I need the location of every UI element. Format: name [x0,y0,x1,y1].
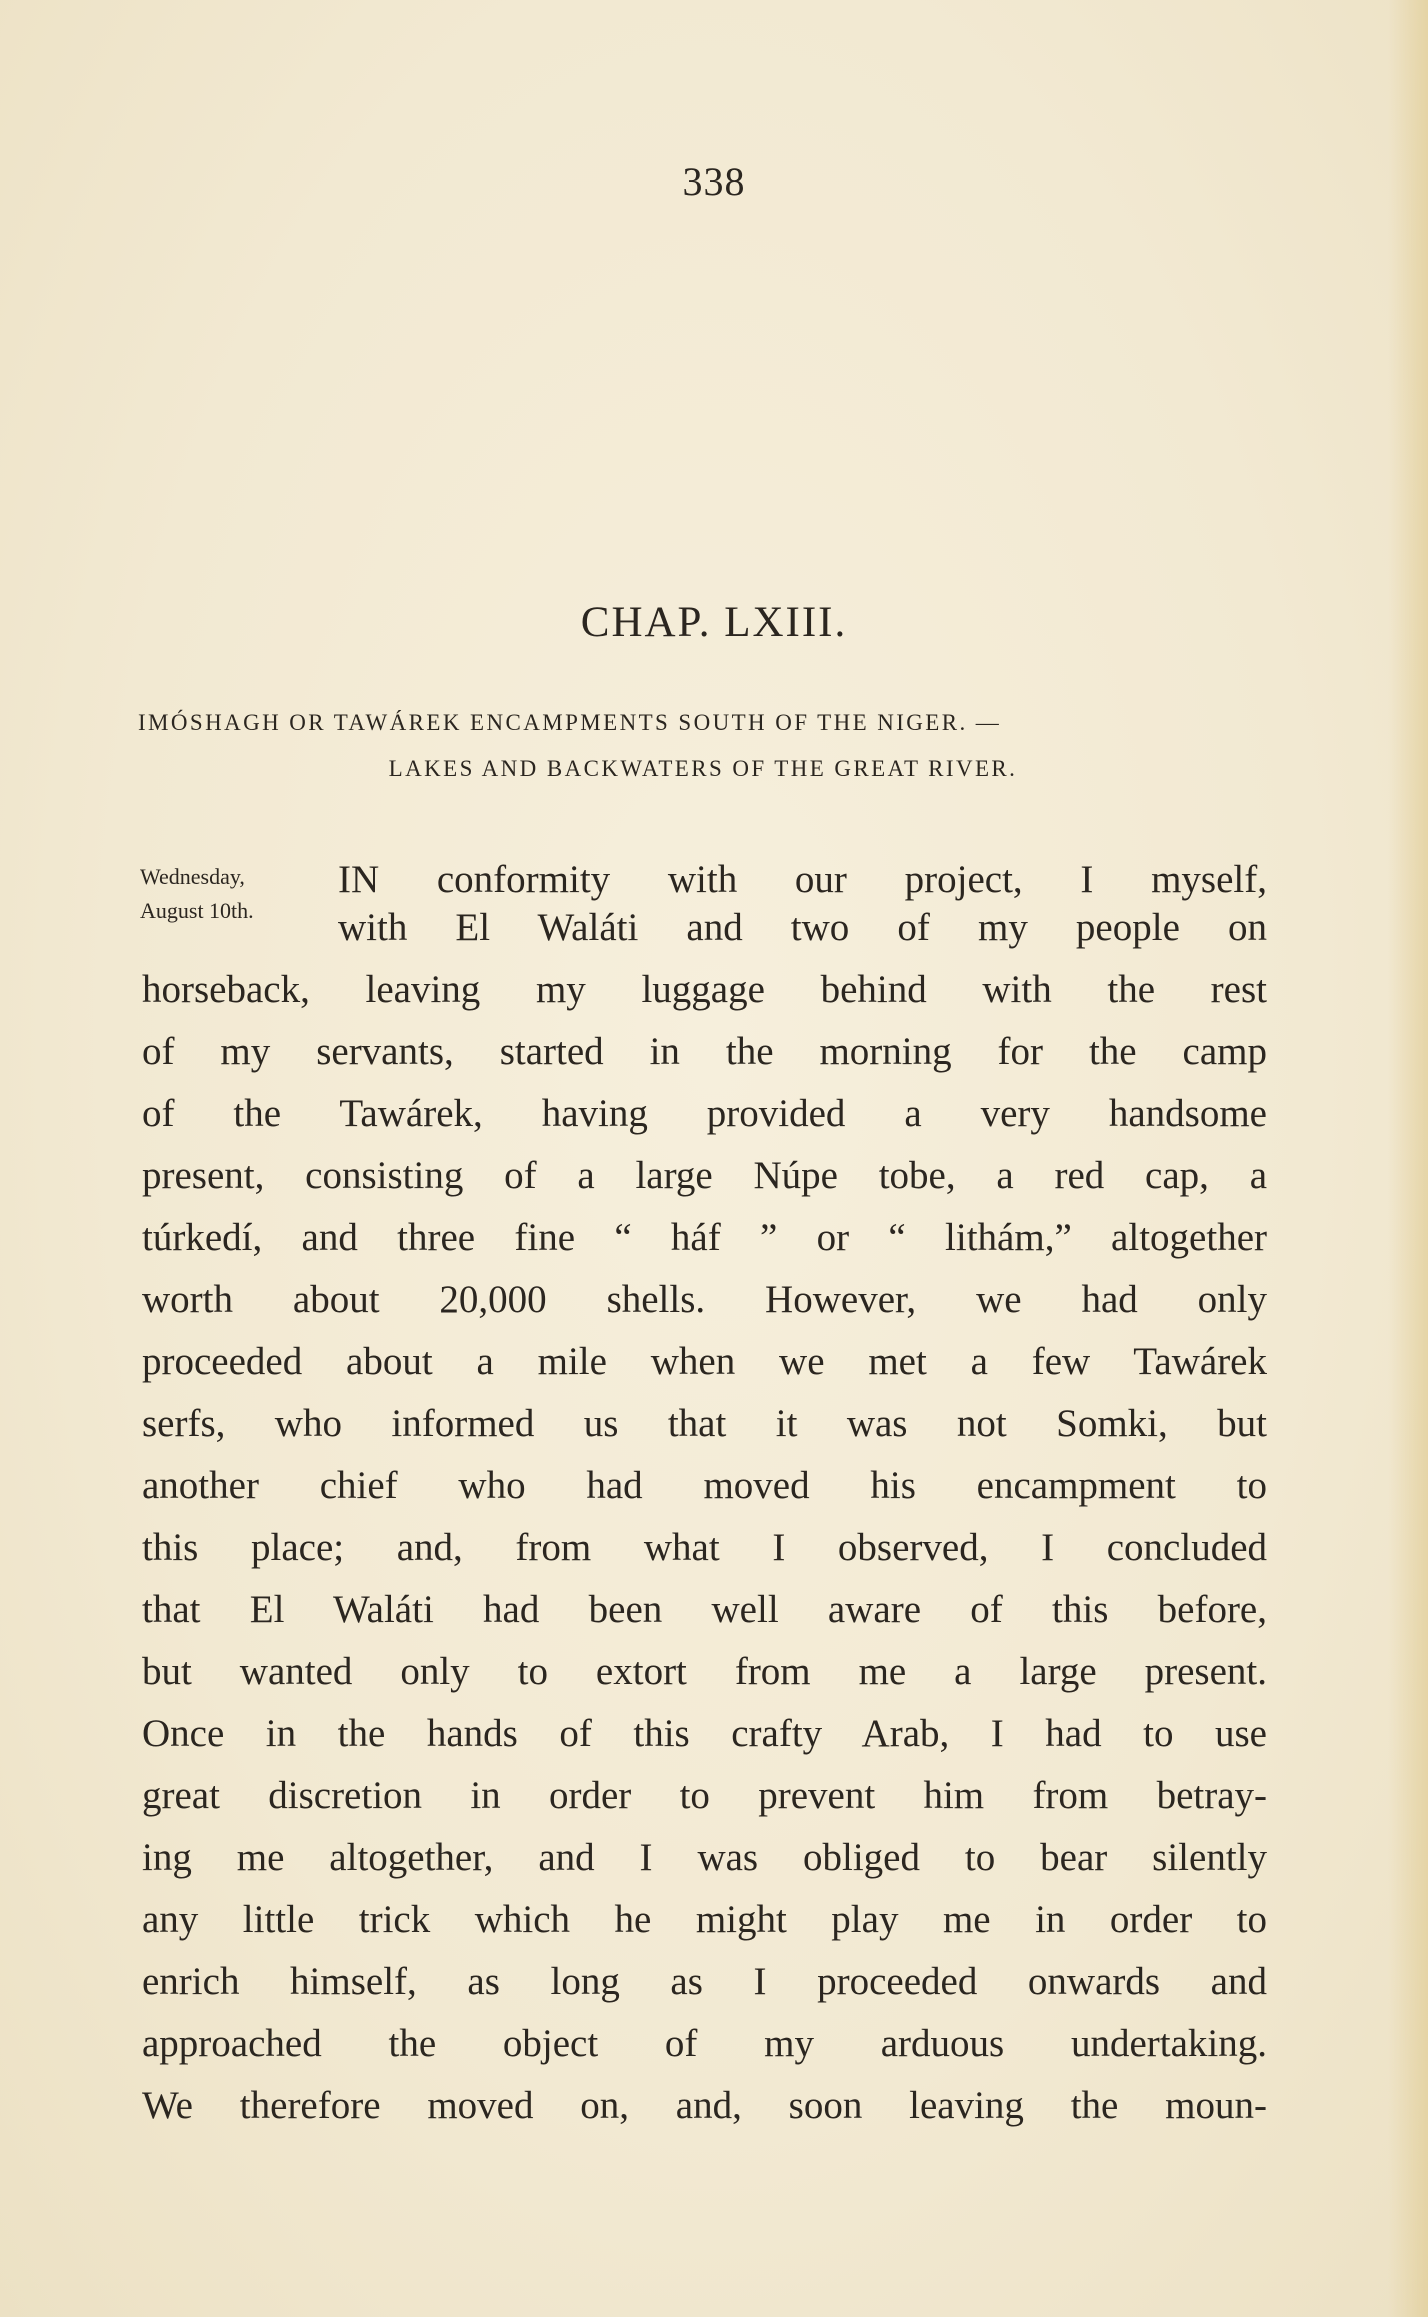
body-line: serfs, who informed us that it was not Somki, but [142,1402,1267,1445]
body-line: this place; and, from what I observed, I concluded [142,1526,1267,1569]
body-line: túrkedí, and three fine “ háf ” or “ lithám,” altogether [142,1216,1267,1259]
body-line: present, consisting of a large Núpe tobe, a red cap, a [142,1154,1267,1197]
body-line: with El Waláti and two of my people on [338,906,1267,949]
body-line: proceeded about a mile when we met a few Tawárek [142,1340,1267,1383]
body-line: approached the object of my arduous undertaking. [142,2022,1267,2065]
body-line: We therefore moved on, and, soon leaving the moun- [142,2084,1267,2127]
body-line: any little trick which he might play me in order to [142,1898,1267,1941]
chapter-heading: CHAP. LXIII. [580,599,848,646]
body-line: but wanted only to extort from me a large present. [142,1650,1267,1693]
page-edge-shadow [1388,0,1428,2317]
body-line: of the Tawárek, having provided a very handsome [142,1092,1267,1135]
chapter-summary-line-2: LAKES AND BACKWATERS OF THE GREAT RIVER. [388,756,1018,781]
body-line: that El Waláti had been well aware of this before, [142,1588,1267,1631]
chapter-summary-line-1: IMÓSHAGH OR TAWÁREK ENCAMPMENTS SOUTH OF THE NIGER. — [138,710,1002,735]
body-line: worth about 20,000 shells. However, we had only [142,1278,1267,1321]
body-line: great discretion in order to prevent him from betray- [142,1774,1267,1817]
body-line: ing me altogether, and I was obliged to bear silently [142,1836,1267,1879]
page-number: 338 [682,159,746,204]
body-line: horseback, leaving my luggage behind with the rest [142,968,1267,1011]
body-line: another chief who had moved his encampment to [142,1464,1267,1507]
margin-note-day: Wednesday, [140,864,245,889]
body-line: enrich himself, as long as I proceeded onwards and [142,1960,1267,2003]
margin-note-date: August 10th. [140,898,254,923]
body-line: Once in the hands of this crafty Arab, I had to use [142,1712,1267,1755]
body-line: of my servants, started in the morning for the camp [142,1030,1267,1073]
body-line: IN conformity with our project, I myself, [338,858,1267,901]
